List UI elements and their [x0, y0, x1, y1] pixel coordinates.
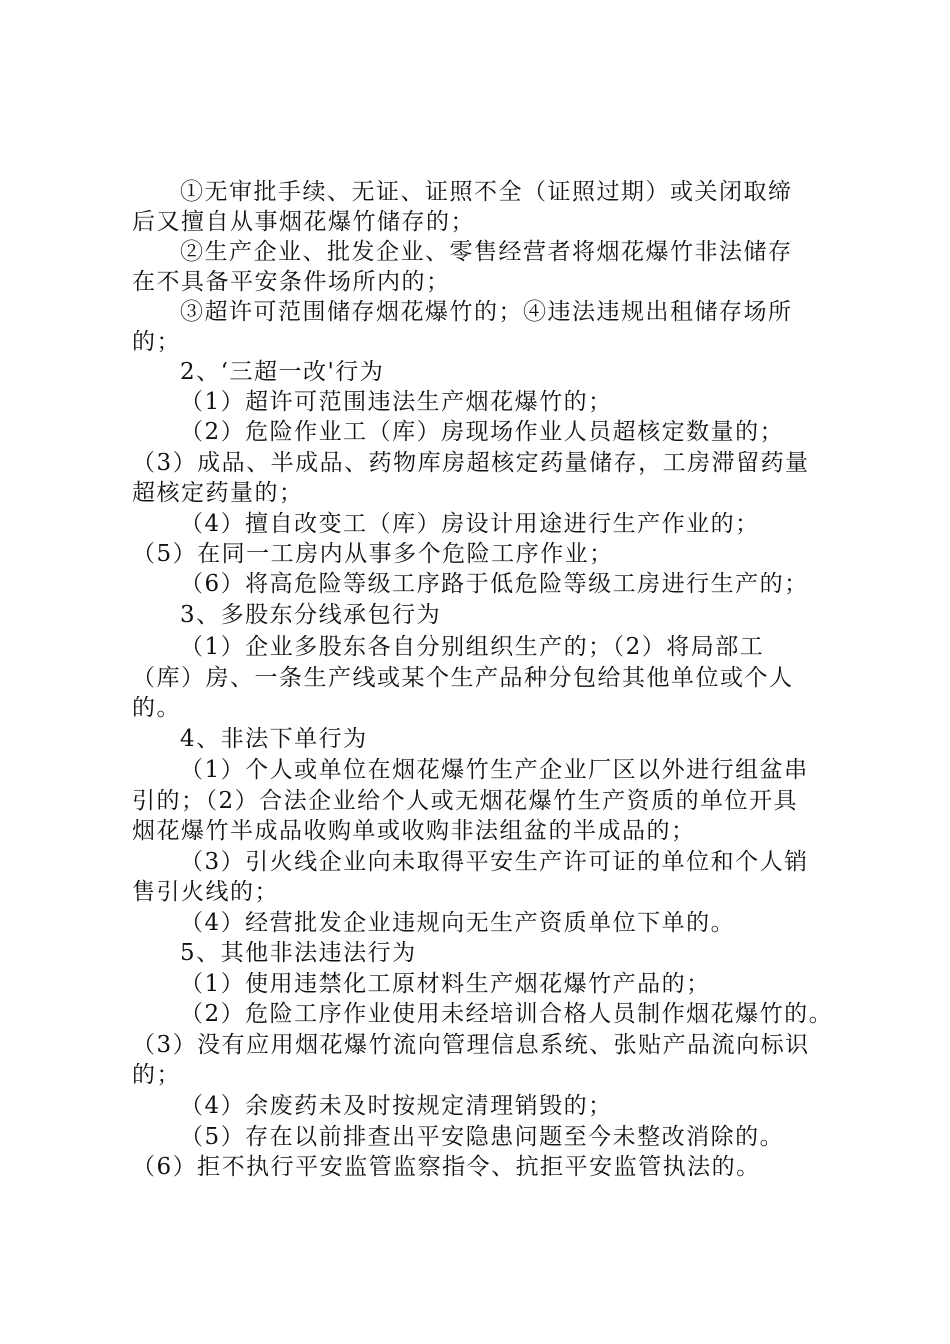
text-line: （4）擅自改变工（库）房设计用途进行生产作业的；	[180, 511, 760, 537]
text-line: ①无审批手续、无证、证照不全（证照过期）或关闭取缔	[180, 179, 793, 205]
text-line: （2）危险工序作业使用未经培训合格人员制作烟花爆竹的。	[180, 1001, 834, 1027]
text-line: （1）使用违禁化工原材料生产烟花爆竹产品的；	[180, 971, 711, 997]
text-line: 的；	[132, 1062, 181, 1088]
text-line: 的；	[132, 329, 181, 355]
text-line: （6）将高危险等级工序路于低危险等级工房进行生产的；	[180, 571, 809, 597]
text-line: （4）余废药未及时按规定清理销毁的；	[180, 1093, 613, 1119]
text-line: 的。	[132, 695, 181, 721]
text-line: （3）没有应用烟花爆竹流向管理信息系统、张贴产品流向标识	[132, 1032, 810, 1058]
text-line: （1）个人或单位在烟花爆竹生产企业厂区以外进行组盆串	[180, 757, 809, 783]
text-line: （2）危险作业工（库）房现场作业人员超核定数量的；	[180, 419, 785, 445]
text-line: ③超许可范围储存烟花爆竹的；④违法违规出租储存场所	[180, 299, 793, 325]
text-line: 售引火线的；	[132, 879, 279, 905]
section-heading: 3、多股东分线承包行为	[180, 602, 442, 628]
section-heading: 4、非法下单行为	[180, 726, 368, 752]
text-line: 在不具备平安条件场所内的；	[132, 269, 451, 295]
text-line: （1）企业多股东各自分别组织生产的；（2）将局部工	[180, 634, 765, 660]
text-line: （4）经营批发企业违规向无生产资质单位下单的。	[180, 910, 736, 936]
text-line: （5）在同一工房内从事多个危险工序作业；	[132, 541, 614, 567]
text-line: （1）超许可范围违法生产烟花爆竹的；	[180, 389, 613, 415]
text-line: （6）拒不执行平安监管监察指令、抗拒平安监管执法的。	[132, 1154, 761, 1180]
section-heading: 2、‘三超一改'行为	[180, 359, 385, 385]
text-line: ②生产企业、批发企业、零售经营者将烟花爆竹非法储存	[180, 239, 793, 265]
text-line: （库）房、一条生产线或某个生产品种分包给其他单位或个人	[132, 665, 794, 691]
text-line: 引的；（2）合法企业给个人或无烟花爆竹生产资质的单位开具	[132, 788, 799, 814]
text-line: 后又擅自从事烟花爆竹储存的；	[132, 209, 475, 235]
text-line: （3）引火线企业向未取得平安生产许可证的单位和个人销	[180, 849, 809, 875]
text-line: （3）成品、半成品、药物库房超核定药量储存，工房滞留药量	[132, 450, 810, 476]
section-heading: 5、其他非法违法行为	[180, 940, 417, 966]
text-line: 超核定药量的；	[132, 480, 304, 506]
text-line: （5）存在以前排查出平安隐患问题至今未整改消除的。	[180, 1124, 785, 1150]
text-line: 烟花爆竹半成品收购单或收购非法组盆的半成品的；	[132, 818, 696, 844]
